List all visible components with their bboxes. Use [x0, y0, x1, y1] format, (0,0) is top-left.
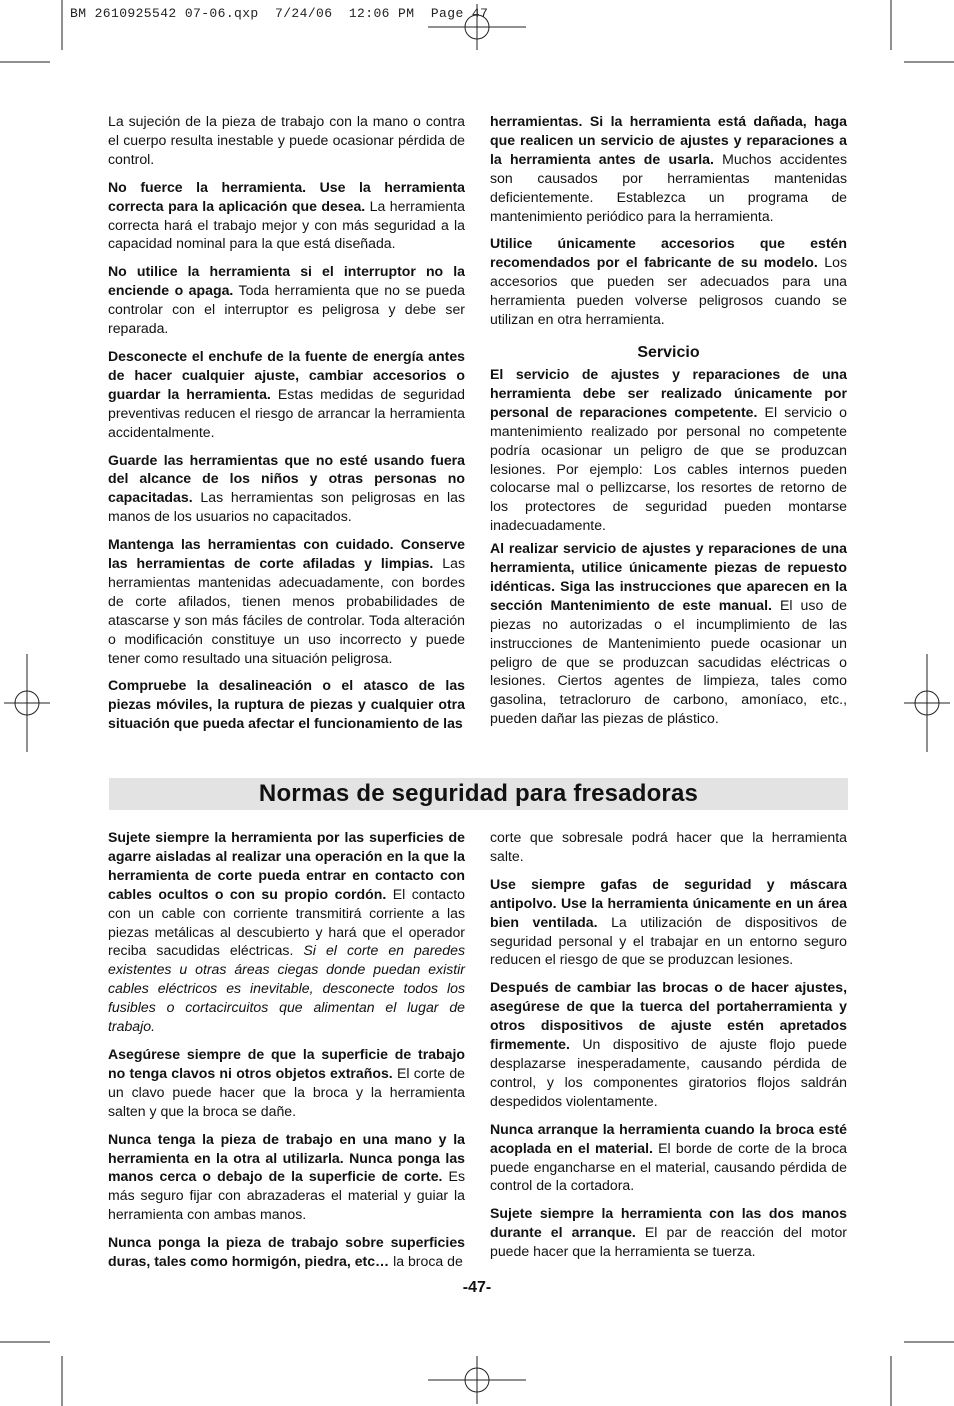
page-number: -47-: [462, 1279, 492, 1296]
paragraph: Guarde las herramientas que no esté usando fuera del alcance de los niños y otras personas no capacitadas. Las herramientas son peligrosas en las manos de los usuarios no capacitados.: [108, 451, 465, 525]
paragraph: Sujete siempre la herramienta con las dos manos durante el arranque. El par de reacción del motor puede hacer que la herramienta se tuerza.: [490, 1205, 847, 1260]
paragraph: Nunca ponga la pieza de trabajo sobre superficies duras, tales como hormigón, piedra, etc… la broca de: [108, 1234, 465, 1270]
paragraph: Desconecte el enchufe de la fuente de energía antes de hacer cualquier ajuste, cambiar accesorios o guardar la herramienta. Estas medidas de seguridad preventivas reducen el riesgo de arrancar la herramienta accidentalmente.: [108, 347, 466, 440]
paragraph: Nunca tenga la pieza de trabajo en una mano y la herramienta en la otra al utilizarla. Nunca ponga las manos cerca o debajo de la superficie de corte. Es más seguro fijar con abrazaderas el material y guiar la herramienta con ambas manos.: [108, 1130, 465, 1223]
print-slug-line: BM 2610925542 07-06.qxp 7/24/06 12:06 PM Page 47: [70, 6, 489, 21]
section-heading-servicio: Servicio: [637, 343, 700, 361]
paragraph: Use siempre gafas de seguridad y máscara antipolvo. Use la herramienta únicamente en un área bien ventilada. La utilización de dispositivos de seguridad personal y el trabajar en un entorno seguro reducen el riesgo de que se produzcan lesiones.: [490, 875, 847, 968]
paragraph: La sujeción de la pieza de trabajo con la mano o contra el cuerpo resulta inestable y puede ocasionar pérdida de control.: [108, 113, 465, 167]
paragraph: Asegúrese siempre de que la superficie de trabajo no tenga clavos ni otros objetos extraños. El corte de un clavo puede hacer que la broca y la herramienta salten y que la broca se dañe.: [108, 1045, 466, 1119]
paragraph: Después de cambiar las brocas o de hacer ajustes, asegúrese de que la tuerca del portaherramienta y otros dispositivos de ajuste estén apretados firmemente. Un dispositivo de ajuste flojo puede desplazarse inesperadamente, causando pérdida de control, y los componentes giratorios flojos saldrán despedidos violentamente.: [490, 979, 847, 1109]
paragraph: Al realizar servicio de ajustes y reparaciones de una herramienta, utilice únicamente piezas de repuesto idénticas. Siga las instrucciones que aparecen en la sección Mantenimiento de este manual. El uso de piezas no autorizadas o el incumplimiento de las instrucciones de Mantenimiento puede ocasionar un peligro de que se produzcan sacudidas eléctricas o lesiones. Ciertos agentes de limpieza, tales como gasolina, tetracloruro de carbono, amoníaco, etc., pueden dañar las piezas de plástico.: [490, 540, 847, 727]
paragraph: Sujete siempre la herramienta por las superficies de agarre aisladas al realizar una operación en la que la herramienta de corte pueda entrar en contacto con cables ocultos o con su propio cordón. El contacto con un cable con corriente transmitirá corriente a las piezas metálicas al descubierto y hará que el operador reciba sacudidas eléctricas. Si el corte en paredes existentes u otras áreas ciegas donde puedan existir cables eléctricos es inevitable, desconecte todos los fusibles o cortacircuitos que alimentan el lugar de trabajo.: [108, 829, 465, 1035]
paragraph: Mantenga las herramientas con cuidado. Conserve las herramientas de corte afiladas y limpias. Las herramientas mantenidas adecuadamente, con bordes de corte afilados, tienen menos probabilidades de atascarse y son más fáciles de controlar. Toda alteración o modificación constituye un uso incorrecto y puede tener como resultado una situación peligrosa.: [108, 536, 466, 666]
paragraph: corte que sobresale podrá hacer que la herramienta salte.: [490, 829, 847, 864]
paragraph: No fuerce la herramienta. Use la herramienta correcta para la aplicación que desea. La herramienta correcta hará el trabajo mejor y con más seguridad a la capacidad nominal para la que está diseñada.: [108, 178, 465, 252]
column-upper-right: [490, 112, 847, 737]
paragraph: herramientas. Si la herramienta está dañada, haga que realicen un servicio de ajustes y reparaciones a la herramienta antes de usarla. Muchos accidentes son causados por herramientas mantenidas deficientemente. Establezca un programa de mantenimiento periódico para la herramienta.: [490, 113, 847, 224]
paragraph: Compruebe la desalineación o el atasco de las piezas móviles, la ruptura de piezas y cualquier otra situación que pueda afectar el funcionamiento de las: [108, 677, 465, 732]
section-banner-title: Normas de seguridad para fresadoras: [109, 778, 848, 810]
paragraph: Nunca arranque la herramienta cuando la broca esté acoplada en el material. El borde de corte de la broca puede engancharse en el material, causando pérdida de control de la cortadora.: [490, 1120, 847, 1194]
column-upper-left: [108, 112, 465, 742]
column-lower-right: [490, 828, 847, 1270]
column-lower-left: [108, 828, 465, 1280]
paragraph: Utilice únicamente accesorios que estén recomendados por el fabricante de su modelo. Los accesorios que pueden ser adecuados para una herramienta pueden volverse peligrosos cuando se utilizan en otra herramienta.: [490, 235, 847, 328]
paragraph: No utilice la herramienta si el interruptor no la enciende o apaga. Toda herramienta que no se pueda controlar con el interruptor es peligrosa y debe ser reparada.: [108, 263, 465, 337]
paragraph: El servicio de ajustes y reparaciones de una herramienta debe ser realizado únicamente por personal de reparaciones competente. El servicio o mantenimiento realizado por personal no competente podría ocasionar un peligro de que se produzcan lesiones. Por ejemplo: Los cables internos pueden colocarse mal o pellizcarse, los resortes de retorno de los protectores de seguridad pueden montarse inadecuadamente.: [490, 365, 847, 534]
